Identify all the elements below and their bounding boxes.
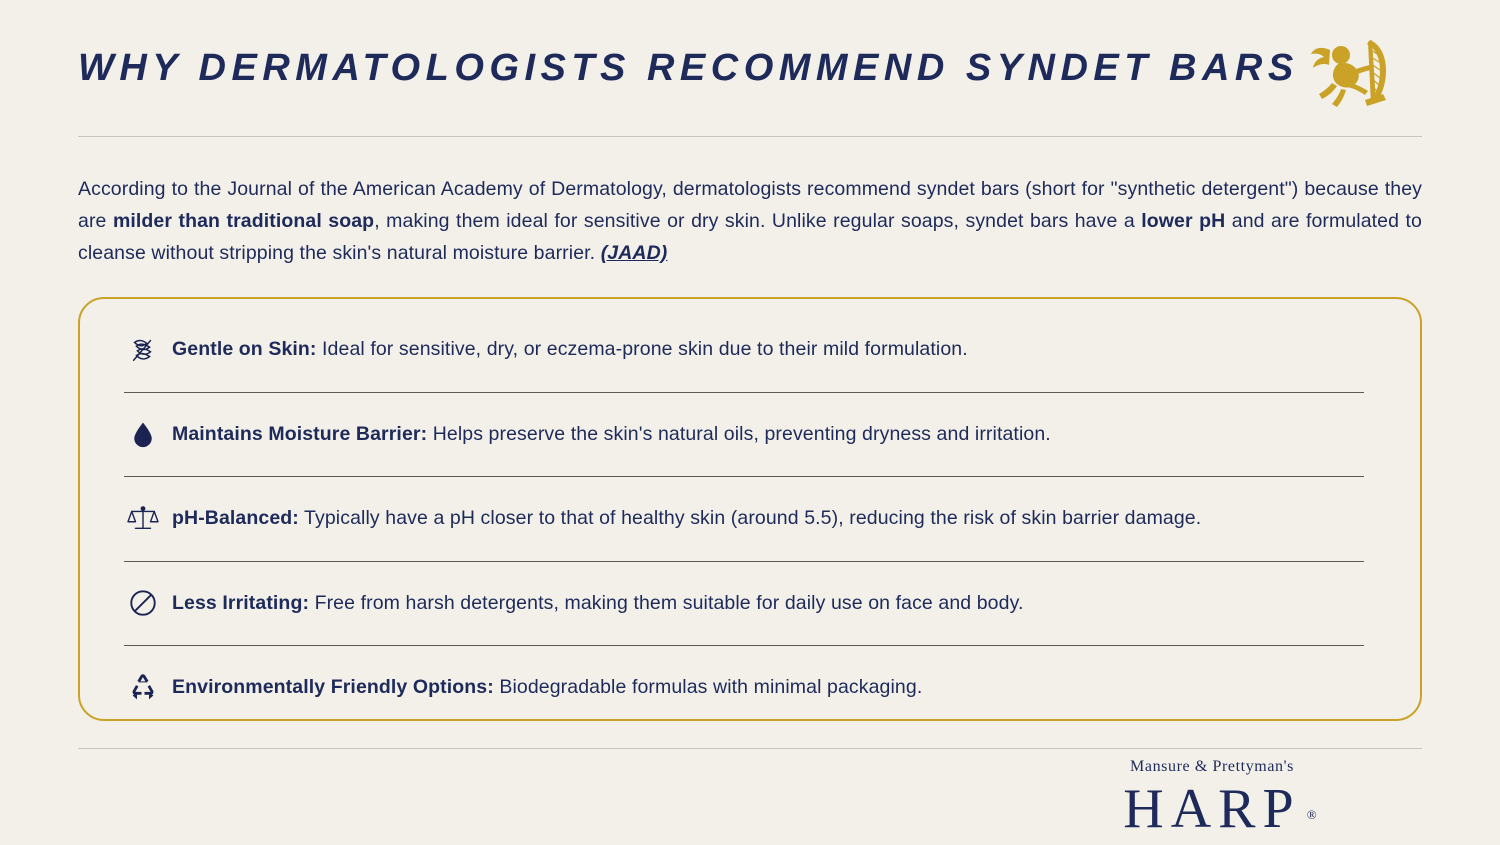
benefit-lead: Gentle on Skin: [172,338,317,361]
benefit-body: Typically have a pH closer to that of healthy skin (around 5.5), reducing the risk of skin barrier damage. [298,507,1202,530]
balance-scale-icon [114,503,172,533]
page-title: WHY DERMATOLOGISTS RECOMMEND SYNDET BARS [78,47,1299,89]
intro-text-part3: and are formulated to cleanse without stripping the skin's natural moisture barrier. [78,210,1422,264]
brand-subtitle: Mansure & Prettyman's [1130,758,1294,775]
header-divider [78,136,1422,137]
brand-logo [1002,758,1422,840]
intro-paragraph [78,173,1422,269]
intro-text-part1: According to the Journal of the American Academy of Dermatology, dermatologists recommend syndet bars (short for "synthetic detergent") because they are [78,178,1422,232]
recycle-icon [114,672,172,702]
benefit-text [172,421,1051,447]
benefit-lead: Environmentally Friendly Options: [172,676,494,699]
cherub-harp-icon [1308,24,1404,120]
benefit-text [172,505,1201,531]
header [78,0,1422,136]
intro-text-part2: , making them ideal for sensitive or dry skin. Unlike regular soaps, syndet bars have a [374,210,1142,232]
benefit-lead: pH-Balanced: [172,507,299,530]
benefit-body: Helps preserve the skin's natural oils, preventing dryness and irritation. [427,422,1051,445]
benefit-lead: Less Irritating: [172,591,310,614]
benefit-text [172,674,922,700]
benefit-body: Free from harsh detergents, making them suitable for daily use on face and body. [309,591,1024,614]
brand-name-text: HARP [1123,778,1301,840]
footer-divider [78,748,1422,749]
benefit-item [114,476,1386,561]
benefit-body: Biodegradable formulas with minimal packaging. [493,676,923,699]
registered-trademark-icon: ® [1306,807,1317,822]
benefit-lead: Maintains Moisture Barrier: [172,422,428,445]
brand-wordmark [1123,778,1317,840]
intro-bold-lower-ph: lower pH [1141,210,1226,232]
citation-link[interactable]: (JAAD) [600,242,668,264]
benefit-item [114,392,1386,477]
benefit-text [172,590,1024,616]
water-drop-icon [114,420,172,448]
benefit-text [172,336,968,362]
intro-bold-milder: milder than traditional soap [112,210,375,232]
benefit-item [114,645,1386,730]
benefits-card [78,297,1422,721]
benefit-item [114,561,1386,646]
no-entry-icon [114,588,172,618]
benefit-body: Ideal for sensitive, dry, or eczema-prone skin due to their mild formulation. [316,338,968,361]
benefit-item [114,307,1386,392]
leaf-icon [114,334,172,364]
